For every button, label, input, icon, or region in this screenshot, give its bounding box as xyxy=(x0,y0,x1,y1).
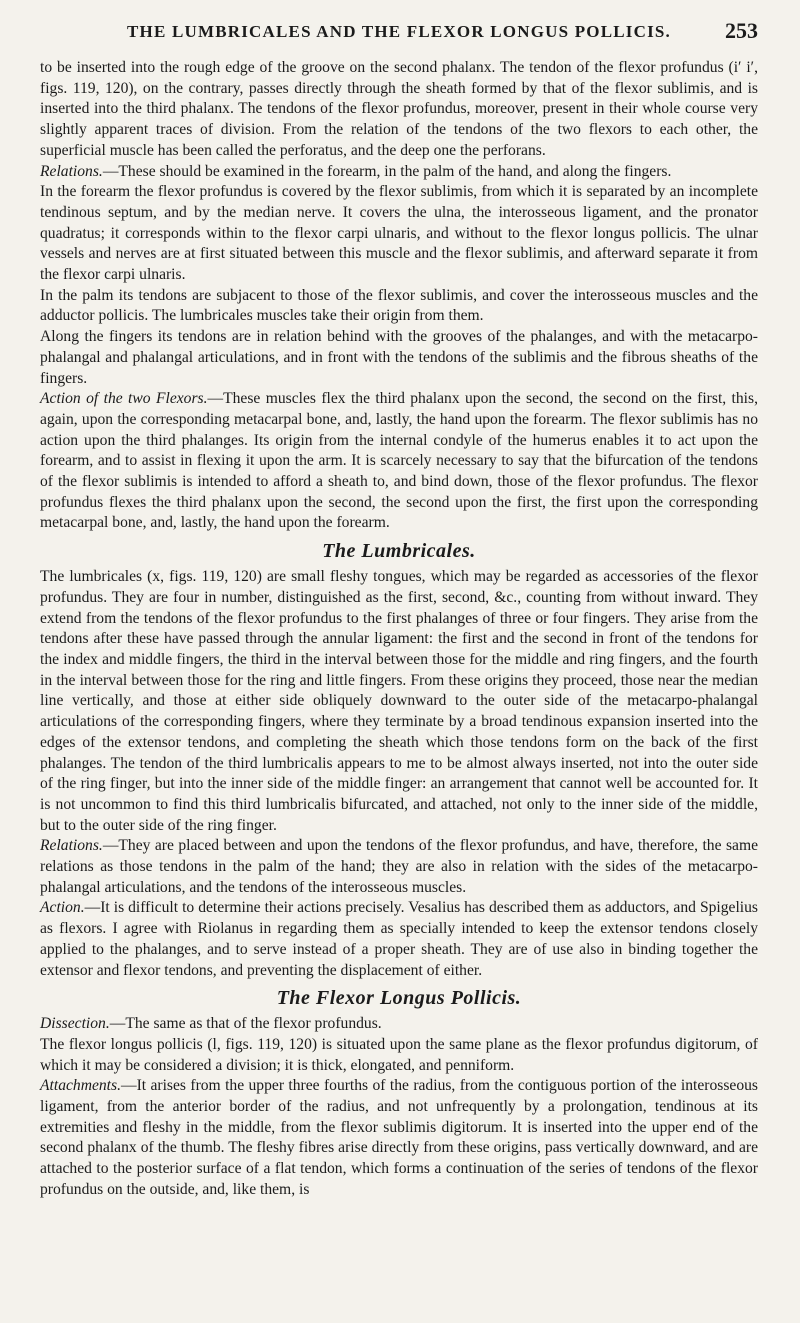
section-heading-lumbricales: The Lumbricales. xyxy=(322,540,476,563)
paragraph xyxy=(40,162,758,183)
paragraph xyxy=(40,58,758,162)
paragraph-group-flexor-longus xyxy=(40,1014,758,1200)
paragraph-group-flexors xyxy=(40,58,758,534)
paragraph xyxy=(40,836,758,898)
paragraph-lead: Action. xyxy=(40,899,85,917)
paragraph-text: —These muscles flex the third phalanx upon the second, the second on the first, this, again, upon the corresponding metacarpal bone, and, lastly, the hand upon the forearm. The flexor sublimis has no action upon the third phalanges. Its origin from the internal condyle of the humerus enables it to act upon the forearm, and to assist in flexing it upon the arm. It is scarcely necessary to say that the bifurcation of the tendons of the flexor sublimis is intended to afford a sheath to, and bind down, those of the flexor profundus. The flexor profundus flexes the third phalanx upon the second, the second upon the first, the first upon the corresponding metacarpal bone, and, lastly, the hand upon the forearm. xyxy=(40,390,758,532)
paragraph-text: Along the fingers its tendons are in relation behind with the grooves of the phalanges, and with the metacarpo-phalangal and phalangal articulations, and in front with the tendons of the sublimis and the fibrous sheaths of the fingers. xyxy=(40,328,758,387)
paragraph-lead: Relations. xyxy=(40,162,103,180)
paragraph xyxy=(40,389,758,534)
paragraph xyxy=(40,1035,758,1076)
paragraph-group-lumbricales xyxy=(40,567,758,981)
paragraph-text: —The same as that of the flexor profundus. xyxy=(109,1015,382,1033)
paragraph-text: In the forearm the flexor profundus is covered by the flexor sublimis, from which it is separated by an incomplete tendinous septum, and by the median nerve. It covers the ulna, the interosseous ligament, and the pronator quadratus; it corresponds within to the flexor carpi ulnaris, and without to the flexor longus pollicis. The ulnar vessels and nerves are at first situated between this muscle and the flexor sublimis, and afterward separate it from the flexor carpi ulnaris. xyxy=(40,183,758,284)
paragraph xyxy=(40,567,758,836)
paragraph-text: —It arises from the upper three fourths of the radius, from the contiguous portion of the interosseous ligament, from the anterior border of the radius, and not unfrequently by a prolongation, tendinous at its extremities and fleshy in the middle, from the flexor sublimis digitorum. It is inserted into the upper end of the second phalanx of the thumb. The fleshy fibres arise directly from these origins, pass vertically downward, and are attached to the posterior surface of a flat tendon, which forms a continuation of the series of tendons of the flexor profundus on the outside, and, like them, is xyxy=(40,1077,758,1198)
paragraph xyxy=(40,1076,758,1200)
paragraph-text: —These should be examined in the forearm, in the palm of the hand, and along the fingers. xyxy=(102,162,672,180)
paragraph-lead: Dissection. xyxy=(40,1015,110,1033)
body-text xyxy=(40,58,758,1201)
paragraph-lead: Relations. xyxy=(40,837,103,855)
paragraph-text: In the palm its tendons are subjacent to those of the flexor sublimis, and cover the interosseous muscles and the adductor pollicis. The lumbricales muscles take their origin from them. xyxy=(40,286,758,325)
paragraph-text: —They are placed between and upon the tendons of the flexor profundus, and have, therefore, the same relations as those tendons in the palm of the hand; they are also in relation with the sides of the metacarpo-phalangal articulations, and the tendons of the interosseous muscles. xyxy=(40,837,758,896)
paragraph-lead: Attachments. xyxy=(40,1077,121,1095)
running-head xyxy=(40,18,758,58)
paragraph xyxy=(40,182,758,286)
running-title: THE LUMBRICALES AND THE FLEXOR LONGUS POLLICIS. xyxy=(127,22,671,41)
paragraph-lead: Action of the two Flexors. xyxy=(40,390,208,408)
paragraph-text: —It is difficult to determine their actions precisely. Vesalius has described them as adductors, and Spigelius as flexors. I agree with Riolanus in regarding them as specially intended to keep the extensor tendons closely applied to the phalanges, and to serve instead of a proper sheath. They are of use also in binding together the extensor and flexor tendons, and preventing the displacement of either. xyxy=(40,899,758,979)
paragraph xyxy=(40,898,758,981)
paragraph xyxy=(40,1014,758,1035)
paragraph-text: The lumbricales (x, figs. 119, 120) are small fleshy tongues, which may be regarded as accessories of the flexor profundus. They are four in number, distinguished as the first, second, &c., counting from without inward. They extend from the tendons of the flexor profundus to the first phalanges of three or four fingers. They arise from the tendons after these have passed through the annular ligament: the first and the second in front of the tendons for the index and middle fingers, the third in the interval between those for the middle and ring fingers, and the fourth in the interval between those for the ring and little fingers. From these origins they proceed, those near the median line vertically, and those at either side obliquely downward to the outer side of the metacarpo-phalangal articulations of the corresponding fingers, where they terminate by a broad tendinous expansion inserted into the edges of the extensor tendons, and completing the sheath which those tendons form on the back of the first phalanges. The tendon of the third lumbricalis appears to me to be almost always inserted, not into the outer side of the ring finger, but into the inner side of the middle finger: an arrangement that cannot well be accounted for. It is not uncommon to find this third lumbricalis bifurcated, and attached, not only to the inner side of the middle, but to the outer side of the ring finger. xyxy=(40,568,758,834)
paragraph-text: to be inserted into the rough edge of the groove on the second phalanx. The tendon of the flexor profundus (i′ i′, figs. 119, 120), on the contrary, passes directly through the sheath formed by that of the flexor sublimis, and is inserted into the third phalanx. The tendons of the flexor profundus, moreover, present in their whole course very slightly apparent traces of division. From the relation of the tendons of the two flexors to each other, the superficial muscle has been called the perforatus, and the deep one the perforans. xyxy=(40,59,758,159)
paragraph-text: The flexor longus pollicis (l, figs. 119, 120) is situated upon the same plane as the flexor profundus digitorum, of which it may be considered a division; it is thick, elongated, and penniform. xyxy=(40,1035,758,1074)
page-number: 253 xyxy=(725,18,758,43)
section-heading-flexor-longus: The Flexor Longus Pollicis. xyxy=(276,987,522,1010)
paragraph xyxy=(40,327,758,389)
paragraph xyxy=(40,286,758,327)
